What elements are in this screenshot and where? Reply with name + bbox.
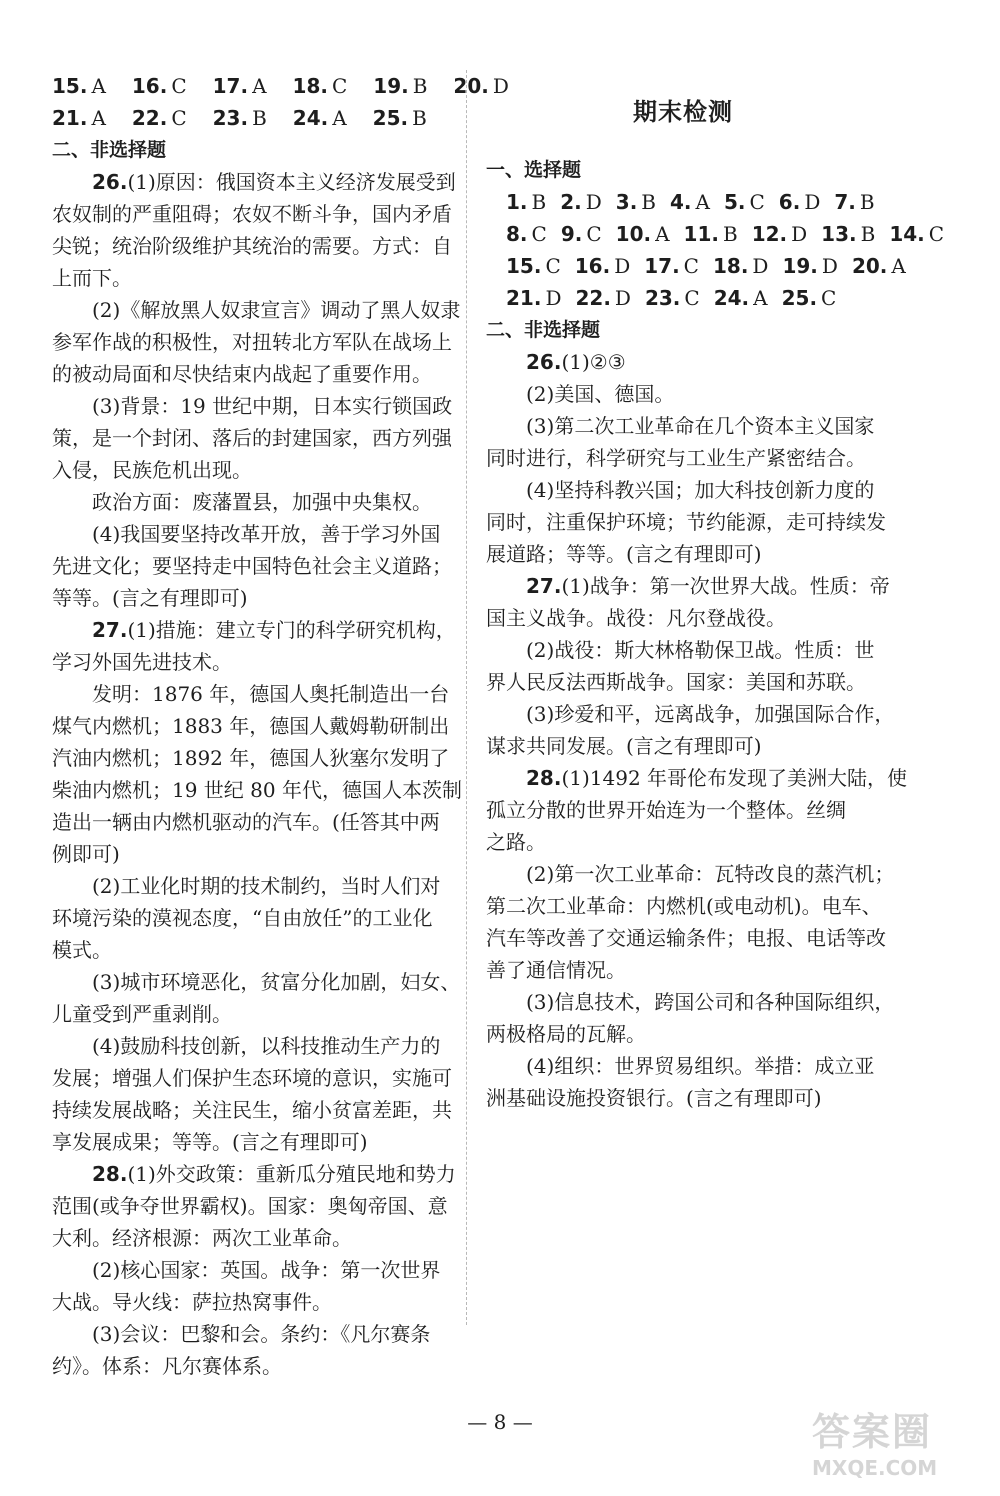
answer-item — [52, 102, 106, 134]
answer-letter: C — [171, 74, 187, 98]
line-text: (2)战役：斯大林格勒保卫战。性质：世 — [526, 638, 875, 662]
answer-item — [575, 250, 630, 282]
text-line — [52, 294, 461, 326]
answer-letter: B — [412, 106, 427, 130]
right-section1-heading: 一、选择题 — [486, 159, 582, 181]
question-number: 28. — [92, 1162, 128, 1186]
text-line — [486, 794, 880, 826]
answer-item — [724, 186, 765, 218]
answer-item — [293, 102, 347, 134]
question-number: 25. — [372, 106, 409, 130]
answer-letter: C — [331, 74, 348, 98]
column-divider — [466, 70, 467, 1325]
line-text: 策，是一个封闭、落后的封建国家，西方列强 — [52, 426, 452, 450]
text-line — [52, 1094, 452, 1126]
line-text: 善了通信情况。 — [486, 958, 626, 982]
question-number: 19. — [373, 74, 409, 98]
text-line — [486, 1018, 880, 1050]
text-line — [486, 826, 880, 858]
answer-letter: A — [252, 74, 267, 98]
line-text: (4)鼓励科技创新，以科技推动生产力的 — [92, 1034, 441, 1058]
answer-letter: D — [585, 190, 602, 214]
question-number: 16. — [574, 254, 611, 278]
answer-row — [486, 186, 880, 218]
line-text: 第二次工业革命：内燃机(或电动机)。电车、 — [486, 894, 882, 918]
right-column — [486, 154, 945, 1114]
line-text: 例即可) — [52, 842, 120, 866]
left-section-heading: 二、非选择题 — [52, 139, 167, 161]
answer-letter: A — [91, 74, 106, 98]
page-number: — 8 — — [467, 1410, 533, 1434]
answer-item — [684, 218, 738, 250]
question-number: 22. — [131, 106, 168, 130]
text-line — [486, 378, 880, 410]
text-line — [52, 1190, 448, 1222]
answer-letter: B — [859, 190, 875, 214]
question-number: 25. — [781, 286, 818, 310]
line-text: 的被动局面和尽快结束内战起了重要作用。 — [52, 362, 432, 386]
question-number: 12. — [751, 222, 788, 246]
question-number: 20. — [851, 254, 888, 278]
answer-item — [889, 218, 944, 250]
answer-item — [506, 186, 546, 218]
question-number: 7. — [834, 190, 856, 214]
text-line — [52, 966, 461, 998]
answer-letter: D — [492, 74, 509, 98]
answer-letter: A — [332, 106, 347, 130]
question-number: 17. — [212, 74, 249, 98]
line-text: 参军作战的积极性，对扭转北方军队在战场上 — [52, 330, 452, 354]
answer-letter: D — [545, 286, 562, 310]
text-line — [486, 538, 880, 570]
answer-letter: D — [791, 222, 808, 246]
answer-item — [506, 282, 561, 314]
line-text: 界人民反法西斯战争。国家：美国和苏联。 — [486, 670, 866, 694]
line-text: 造出一辆由内燃机驱动的汽车。(任答其中两 — [52, 810, 440, 834]
question-number: 22. — [575, 286, 611, 310]
question-number: 11. — [683, 222, 719, 246]
answer-item — [561, 218, 602, 250]
line-text: (1)原因：俄国资本主义经济发展受到 — [127, 170, 456, 194]
text-line — [486, 602, 880, 634]
question-number: 1. — [506, 190, 528, 214]
text-line — [486, 506, 886, 538]
answer-item — [132, 70, 187, 102]
answer-item — [560, 186, 602, 218]
line-text: (1)②③ — [561, 350, 626, 374]
right-answer-text — [486, 346, 908, 1114]
text-line — [52, 646, 448, 678]
line-text: (1)战争：第一次世界大战。性质：帝 — [561, 574, 890, 598]
text-line — [52, 1222, 448, 1254]
line-text: 发明：1876 年，德国人奥托制造出一台 — [92, 682, 450, 706]
answer-letter: B — [722, 222, 738, 246]
answer-item — [575, 282, 630, 314]
question-number: 15. — [506, 254, 542, 278]
answer-letter: C — [171, 106, 187, 130]
line-text: (1)1492 年哥伦布发现了美洲大陆，使 — [561, 766, 908, 790]
text-line — [486, 1082, 880, 1114]
line-text: (4)组织：世界贸易组织。举措：成立亚 — [526, 1054, 875, 1078]
text-line — [52, 550, 452, 582]
text-line — [486, 666, 880, 698]
answer-row — [52, 102, 448, 134]
answer-letter: D — [614, 254, 631, 278]
line-text: 谋求共同发展。(言之有理即可) — [486, 734, 762, 758]
answer-item — [782, 250, 837, 282]
question-number: 14. — [889, 222, 925, 246]
question-number: 17. — [644, 254, 680, 278]
answer-letter: A — [891, 254, 906, 278]
answer-item — [213, 70, 267, 102]
line-text: 等等。(言之有理即可) — [52, 586, 248, 610]
text-line — [486, 410, 880, 442]
answer-item — [213, 102, 267, 134]
left-answer-text — [52, 166, 462, 1382]
text-line — [52, 1350, 448, 1382]
answer-letter: B — [412, 74, 428, 98]
line-text: 展道路；等等。(言之有理即可) — [486, 542, 762, 566]
line-text: 柴油内燃机；19 世纪 80 年代，德国人本茨制 — [52, 778, 462, 802]
line-text: 约》。体系：凡尔赛体系。 — [52, 1354, 282, 1378]
question-number: 26. — [92, 170, 128, 194]
line-text: 先进文化；要坚持走中国特色社会主义道路； — [52, 554, 452, 578]
answer-letter: C — [545, 254, 561, 278]
line-text: 同时，注重保护环境；节约能源，走可持续发 — [486, 510, 886, 534]
answer-letter: C — [586, 222, 602, 246]
line-text: (4)我国要坚持改革开放，善于学习外国 — [92, 522, 441, 546]
line-text: 国主义战争。战役：凡尔登战役。 — [486, 606, 786, 630]
text-line — [486, 1050, 880, 1082]
answer-item — [506, 218, 547, 250]
answer-letter: A — [91, 106, 106, 130]
text-line — [52, 1318, 448, 1350]
text-line — [52, 1254, 448, 1286]
line-text: (2)工业化时期的技术制约，当时人们对 — [92, 874, 441, 898]
line-text: (1)外交政策：重新瓜分殖民地和势力 — [127, 1162, 456, 1186]
text-line — [52, 902, 448, 934]
text-line — [52, 998, 448, 1030]
text-line — [52, 1030, 448, 1062]
answer-item — [821, 218, 875, 250]
answer-item — [782, 282, 837, 314]
text-line — [52, 582, 448, 614]
text-line — [52, 166, 456, 198]
question-number: 23. — [644, 286, 681, 310]
question-number: 13. — [821, 222, 857, 246]
text-line — [52, 422, 452, 454]
question-number: 20. — [453, 74, 489, 98]
text-line — [52, 358, 448, 390]
line-text: 大利。经济根源：两次工业革命。 — [52, 1226, 352, 1250]
text-line — [52, 1286, 448, 1318]
answer-item — [645, 282, 700, 314]
question-number: 8. — [506, 222, 528, 246]
answer-item — [132, 102, 187, 134]
answer-item — [52, 70, 106, 102]
question-number: 23. — [212, 106, 249, 130]
line-text: 环境污染的漠视态度，“自由放任”的工业化 — [52, 906, 433, 930]
line-text: (3)第二次工业革命在几个资本主义国家 — [526, 414, 875, 438]
answer-item — [293, 70, 348, 102]
line-text: (2)核心国家：英国。战争：第一次世界 — [92, 1258, 441, 1282]
text-line — [486, 570, 890, 602]
text-line — [52, 518, 448, 550]
line-text: 政治方面：废藩置县，加强中央集权。 — [92, 490, 432, 514]
answer-letter: B — [531, 190, 547, 214]
answer-letter: C — [821, 286, 837, 310]
text-line — [52, 614, 456, 646]
answer-letter: D — [614, 286, 631, 310]
text-line — [486, 634, 880, 666]
right-section2-heading: 二、非选择题 — [486, 319, 601, 341]
text-line — [486, 922, 886, 954]
answer-letter: B — [252, 106, 267, 130]
line-text: 发展；增强人们保护生态环境的意识，实施可 — [52, 1066, 452, 1090]
question-number: 4. — [670, 190, 692, 214]
question-number: 18. — [292, 74, 328, 98]
line-text: 学习外国先进技术。 — [52, 650, 232, 674]
question-number: 21. — [52, 106, 88, 130]
answer-item — [852, 250, 906, 282]
text-line — [52, 1062, 452, 1094]
line-text: (2)第一次工业革命：瓦特改良的蒸汽机； — [526, 862, 895, 886]
line-text: (1)措施：建立专门的科学研究机构， — [127, 618, 456, 642]
text-line — [486, 890, 880, 922]
answer-letter: D — [752, 254, 769, 278]
text-line — [52, 838, 448, 870]
line-text: (3)珍爱和平，远离战争，加强国际合作， — [526, 702, 895, 726]
text-line — [52, 454, 448, 486]
question-number: 19. — [782, 254, 818, 278]
question-number: 21. — [506, 286, 542, 310]
question-number: 10. — [615, 222, 652, 246]
line-text: 儿童受到严重剥削。 — [52, 1002, 232, 1026]
answer-item — [373, 70, 427, 102]
text-line — [486, 442, 880, 474]
answer-letter: D — [804, 190, 821, 214]
question-number: 26. — [526, 350, 562, 374]
watermark-text-url: MXQE.COM — [812, 1456, 938, 1480]
answer-letter: C — [684, 286, 700, 310]
line-text: 孤立分散的世界开始连为一个整体。丝绸 — [486, 798, 846, 822]
line-text: 汽车等改善了交通运输条件；电报、电话等改 — [486, 926, 886, 950]
answer-letter: B — [860, 222, 876, 246]
question-number: 3. — [615, 190, 638, 214]
line-text: 上而下。 — [52, 266, 132, 290]
line-text: 农奴制的严重阻碍；农奴不断斗争，国内矛盾 — [52, 202, 452, 226]
text-line — [52, 742, 448, 774]
line-text: 之路。 — [486, 830, 546, 854]
line-text: 汽油内燃机；1892 年，德国人狄塞尔发明了 — [52, 746, 450, 770]
answer-letter: A — [695, 190, 710, 214]
left-column — [52, 70, 509, 1382]
answer-item — [616, 218, 670, 250]
line-text: 模式。 — [52, 938, 112, 962]
text-line — [486, 954, 880, 986]
line-text: (4)坚持科教兴国；加大科技创新力度的 — [526, 478, 875, 502]
text-line — [52, 326, 452, 358]
question-number: 15. — [52, 74, 88, 98]
answer-letter: C — [683, 254, 699, 278]
line-text: (2)美国、德国。 — [526, 382, 675, 406]
question-number: 6. — [778, 190, 801, 214]
watermark-logo — [812, 1410, 992, 1490]
answer-letter: D — [821, 254, 838, 278]
question-number: 16. — [131, 74, 168, 98]
text-line — [486, 762, 908, 794]
answer-item — [752, 218, 807, 250]
answer-item — [616, 186, 656, 218]
text-line — [52, 1158, 456, 1190]
answer-item — [834, 186, 874, 218]
question-number: 28. — [526, 766, 562, 790]
question-number: 24. — [292, 106, 329, 130]
watermark-text-cn: 答案圈 — [812, 1410, 933, 1454]
answer-row — [486, 282, 880, 314]
question-number: 27. — [526, 574, 562, 598]
question-number: 5. — [723, 190, 746, 214]
text-line — [52, 710, 448, 742]
answer-letter: B — [641, 190, 656, 214]
answer-row — [486, 250, 906, 282]
question-number: 24. — [713, 286, 750, 310]
line-text: (3)会议：巴黎和会。条约：《凡尔赛条 — [92, 1322, 431, 1346]
line-text: 大战。导火线：萨拉热窝事件。 — [52, 1290, 332, 1314]
line-text: (2)《解放黑人奴隶宣言》调动了黑人奴隶 — [92, 298, 461, 322]
line-text: 煤气内燃机；1883 年，德国人戴姆勒研制出 — [52, 714, 450, 738]
answer-letter: C — [928, 222, 945, 246]
answer-letter: C — [531, 222, 547, 246]
text-line — [52, 390, 453, 422]
question-number: 9. — [560, 222, 583, 246]
line-text: 持续发展战略；关注民生，缩小贫富差距，共 — [52, 1098, 452, 1122]
answer-item — [373, 102, 427, 134]
answer-item — [506, 250, 561, 282]
text-line — [486, 346, 880, 378]
right-answer-rows — [486, 186, 945, 314]
text-line — [52, 870, 448, 902]
line-text: (3)信息技术，跨国公司和各种国际组织， — [526, 990, 895, 1014]
text-line — [486, 986, 895, 1018]
text-line — [486, 698, 895, 730]
question-number: 2. — [560, 190, 582, 214]
line-text: (3)城市环境恶化，贫富分化加剧，妇女、 — [92, 970, 461, 994]
answer-item — [713, 250, 768, 282]
line-text: 范围(或争夺世界霸权)。国家：奥匈帝国、意 — [52, 1194, 448, 1218]
answer-row — [52, 70, 509, 102]
answer-item — [644, 250, 699, 282]
left-answer-rows — [52, 70, 509, 134]
page-title: 期末检测 — [633, 98, 733, 126]
text-line — [486, 474, 880, 506]
question-number: 18. — [712, 254, 749, 278]
answer-item — [779, 186, 821, 218]
line-text: 享发展成果；等等。(言之有理即可) — [52, 1130, 368, 1154]
text-line — [52, 262, 448, 294]
answer-item — [670, 186, 710, 218]
text-line — [52, 806, 448, 838]
text-line — [486, 858, 895, 890]
text-line — [52, 1126, 448, 1158]
answer-item — [714, 282, 768, 314]
line-text: 两极格局的瓦解。 — [486, 1022, 646, 1046]
text-line — [52, 486, 448, 518]
answer-letter: A — [655, 222, 670, 246]
line-text: 同时进行，科学研究与工业生产紧密结合。 — [486, 446, 866, 470]
line-text: (3)背景：19 世纪中期，日本实行锁国政 — [92, 394, 453, 418]
answer-letter: A — [753, 286, 768, 310]
line-text: 洲基础设施投资银行。(言之有理即可) — [486, 1086, 822, 1110]
question-number: 27. — [92, 618, 128, 642]
text-line — [52, 230, 452, 262]
line-text: 入侵，民族危机出现。 — [52, 458, 252, 482]
text-line — [486, 730, 880, 762]
text-line — [52, 774, 462, 806]
answer-row — [486, 218, 945, 250]
text-line — [52, 678, 448, 710]
text-line — [52, 198, 452, 230]
answer-letter: C — [749, 190, 765, 214]
text-line — [52, 934, 448, 966]
line-text: 尖锐；统治阶级维护其统治的需要。方式：自 — [52, 234, 452, 258]
